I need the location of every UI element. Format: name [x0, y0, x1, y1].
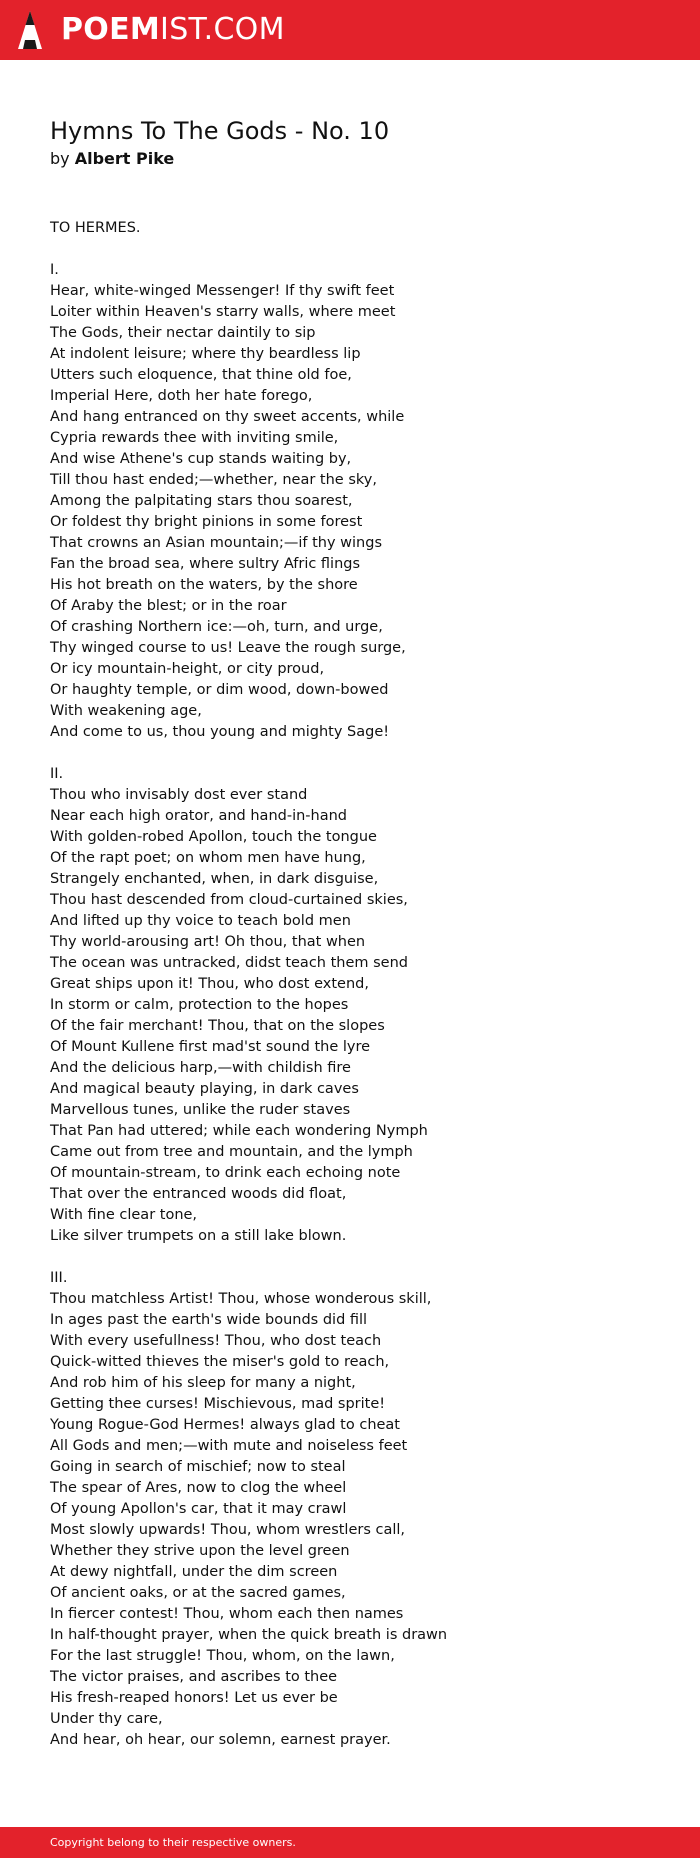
poem-line: Or foldest thy bright pinions in some forest [50, 514, 363, 530]
poem-line: And hang entranced on thy sweet accents, while [50, 409, 405, 425]
poem-line: Strangely enchanted, when, in dark disguise, [50, 871, 379, 887]
poem-line: At indolent leisure; where thy beardless lip [50, 346, 361, 362]
poem-line: III. [50, 1270, 68, 1286]
poem-line: Of Mount Kullene first mad'st sound the lyre [50, 1039, 371, 1055]
poem-line: Loiter within Heaven's starry walls, where meet [50, 304, 396, 320]
poem-line: With every usefullness! Thou, who dost teach [50, 1333, 382, 1349]
poem-line: Of mountain-stream, to drink each echoing note [50, 1165, 401, 1181]
pencil-tip-icon[interactable] [16, 9, 44, 51]
poem-line: For the last struggle! Thou, whom, on the lawn, [50, 1648, 395, 1664]
brand-bold: POEM [61, 12, 161, 47]
poem-line: And lifted up thy voice to teach bold men [50, 913, 351, 929]
poem-line: Cypria rewards thee with inviting smile, [50, 430, 339, 446]
poem-line: And the delicious harp,—with childish fire [50, 1060, 351, 1076]
poem-line: I. [50, 262, 59, 278]
poem-line: At dewy nightfall, under the dim screen [50, 1564, 338, 1580]
poem-line: The ocean was untracked, didst teach them send [50, 955, 408, 971]
poem-line: Till thou hast ended;—whether, near the sky, [50, 472, 377, 488]
poem-line: Whether they strive upon the level green [50, 1543, 350, 1559]
poem-line: TO HERMES. [50, 220, 141, 236]
poem-line: Of the fair merchant! Thou, that on the slopes [50, 1018, 385, 1034]
poem-author[interactable]: Albert Pike [74, 149, 175, 168]
poem-line: II. [50, 766, 64, 782]
poem-line: Fan the broad sea, where sultry Afric flings [50, 556, 361, 572]
poem-line: His hot breath on the waters, by the shore [50, 577, 358, 593]
poem-line: Or haughty temple, or dim wood, down-bowed [50, 682, 389, 698]
poem-line: Quick-witted thieves the miser's gold to reach, [50, 1354, 390, 1370]
poem-line: Utters such eloquence, that thine old foe, [50, 367, 352, 383]
poem-line: Thy world-arousing art! Oh thou, that when [50, 934, 366, 950]
stanza-break [50, 743, 670, 764]
poem-line: That crowns an Asian mountain;—if thy wings [50, 535, 382, 551]
poem-line: Or icy mountain-height, or city proud, [50, 661, 325, 677]
poem-line: Young Rogue-God Hermes! always glad to cheat [50, 1417, 400, 1433]
poem-byline [50, 147, 174, 171]
poem-line: All Gods and men;—with mute and noiseless feet [50, 1438, 408, 1454]
site-header [0, 0, 700, 60]
poem-line: His fresh-reaped honors! Let us ever be [50, 1690, 338, 1706]
poem-line: Under thy care, [50, 1711, 163, 1727]
poem-line: And come to us, thou young and mighty Sage! [50, 724, 390, 740]
poem-line: Getting thee curses! Mischievous, mad sprite! [50, 1396, 386, 1412]
poem-line: Thou hast descended from cloud-curtained skies, [50, 892, 408, 908]
poem-line: Near each high orator, and hand-in-hand [50, 808, 347, 824]
poem-line: With weakening age, [50, 703, 202, 719]
poem-line: Thou who invisably dost ever stand [50, 787, 308, 803]
poem-line: And rob him of his sleep for many a night, [50, 1375, 356, 1391]
poem-line: Hear, white-winged Messenger! If thy swift feet [50, 283, 395, 299]
poem-line: With fine clear tone, [50, 1207, 198, 1223]
poem-line: Like silver trumpets on a still lake blown. [50, 1228, 347, 1244]
poem-line: Great ships upon it! Thou, who dost extend, [50, 976, 369, 992]
poem-line: With golden-robed Apollon, touch the tongue [50, 829, 377, 845]
poem-line: Of ancient oaks, or at the sacred games, [50, 1585, 346, 1601]
poem-line: Thou matchless Artist! Thou, whose wonderous skill, [50, 1291, 432, 1307]
poem-line: In half-thought prayer, when the quick breath is drawn [50, 1627, 448, 1643]
poem-line: And wise Athene's cup stands waiting by, [50, 451, 352, 467]
poem-line: The Gods, their nectar daintily to sip [50, 325, 316, 341]
brand-light: IST.COM [160, 12, 285, 47]
poem-line: Of young Apollon's car, that it may crawl [50, 1501, 347, 1517]
poem-body [50, 218, 670, 1751]
poem-title: Hymns To The Gods - No. 10 [50, 117, 390, 145]
stanza-break [50, 239, 670, 260]
poem-line: Among the palpitating stars thou soarest, [50, 493, 353, 509]
stanza-break [50, 1247, 670, 1268]
poem-line: In ages past the earth's wide bounds did fill [50, 1312, 368, 1328]
copyright-notice: Copyright belong to their respective owners. [50, 1836, 296, 1849]
site-logo-text[interactable] [61, 10, 285, 50]
by-label: by [50, 149, 70, 168]
poem-line: Of the rapt poet; on whom men have hung, [50, 850, 366, 866]
poem-line: The victor praises, and ascribes to thee [50, 1669, 338, 1685]
poem-line: Imperial Here, doth her hate forego, [50, 388, 313, 404]
poem-line: And magical beauty playing, in dark caves [50, 1081, 359, 1097]
poem-line: The spear of Ares, now to clog the wheel [50, 1480, 347, 1496]
poem-line: Thy winged course to us! Leave the rough surge, [50, 640, 406, 656]
poem-line: That Pan had uttered; while each wondering Nymph [50, 1123, 428, 1139]
poem-line: In fiercer contest! Thou, whom each then names [50, 1606, 404, 1622]
poem-line: Came out from tree and mountain, and the lymph [50, 1144, 413, 1160]
poem-line: Marvellous tunes, unlike the ruder staves [50, 1102, 351, 1118]
poem-line: Most slowly upwards! Thou, whom wrestlers call, [50, 1522, 406, 1538]
poem-line: Going in search of mischief; now to steal [50, 1459, 346, 1475]
poem-line: In storm or calm, protection to the hopes [50, 997, 349, 1013]
site-footer [0, 1827, 700, 1858]
poem-line: And hear, oh hear, our solemn, earnest prayer. [50, 1732, 391, 1748]
poem-line: Of Araby the blest; or in the roar [50, 598, 287, 614]
poem-line: That over the entranced woods did float, [50, 1186, 347, 1202]
poem-line: Of crashing Northern ice:—oh, turn, and urge, [50, 619, 383, 635]
